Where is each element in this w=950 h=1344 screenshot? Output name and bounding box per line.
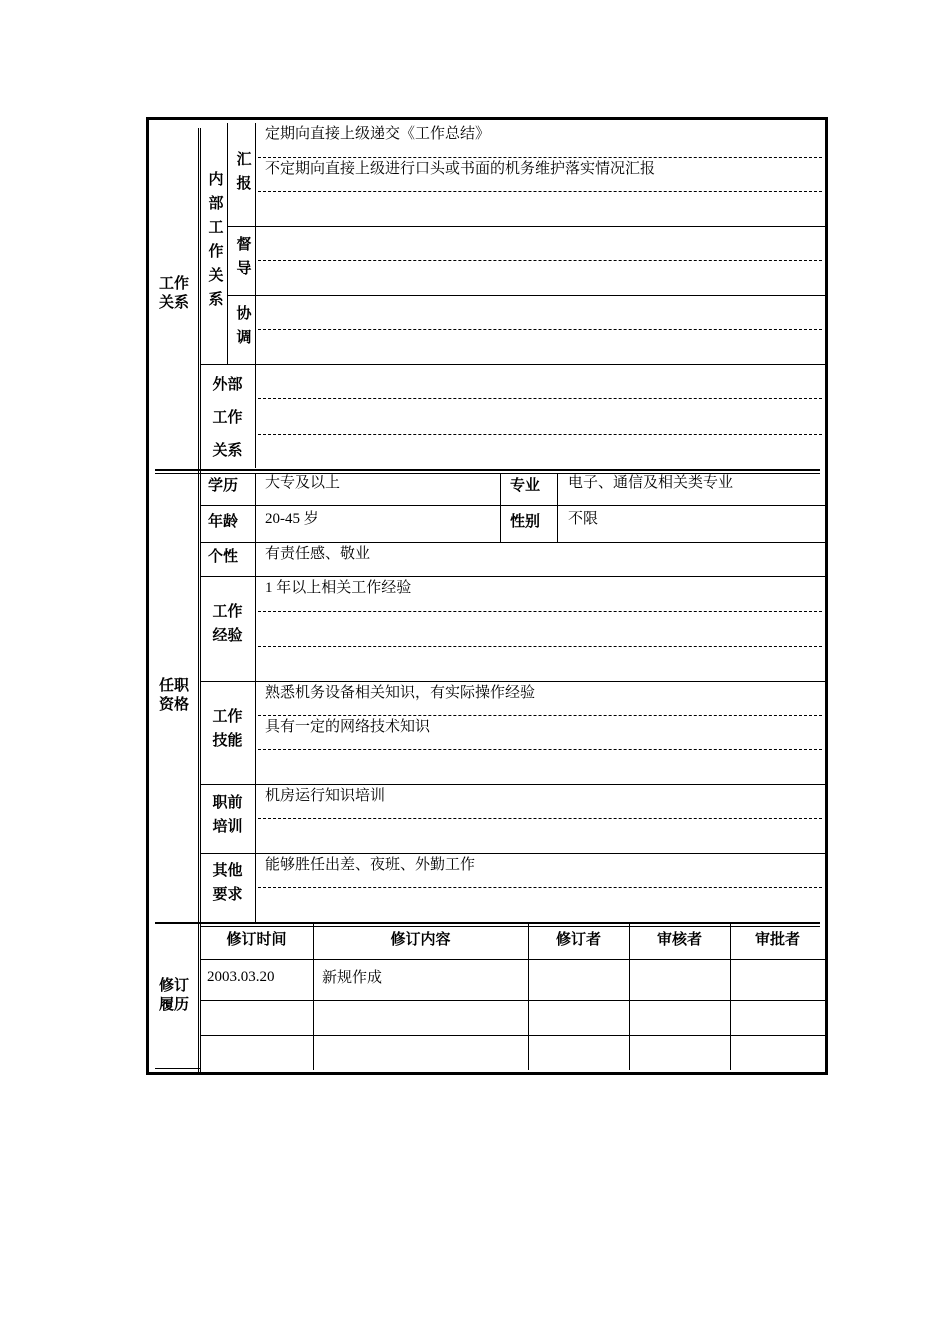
table-top-border xyxy=(146,117,828,120)
left-column-line xyxy=(198,128,199,1073)
experience-dash-2 xyxy=(258,646,822,647)
report-bottom xyxy=(228,226,825,227)
table-right-border xyxy=(825,117,828,1075)
internal-relations-label: 内部工作关系 xyxy=(208,171,224,308)
age-bottom xyxy=(200,542,825,543)
training-label: 职前 培训 xyxy=(212,794,243,835)
personality-bottom xyxy=(200,576,825,577)
training-dash-1 xyxy=(258,818,822,819)
rev-row-2-bottom xyxy=(200,1035,825,1036)
skills-line-1: 熟悉机务设备相关知识，有实际操作经验 xyxy=(265,685,536,701)
major-value: 电子、通信及相关类专业 xyxy=(568,475,734,491)
section-label-qualifications: 任职 资格 xyxy=(158,677,189,713)
section-label-work-relations: 工作 关系 xyxy=(158,275,189,311)
training-bottom xyxy=(200,853,825,854)
experience-bottom xyxy=(200,681,825,682)
experience-label: 工作 经验 xyxy=(212,603,243,644)
rev-header-time: 修订时间 xyxy=(226,931,287,948)
major-col-left xyxy=(500,474,501,542)
skills-label: 工作 技能 xyxy=(212,708,243,749)
education-bottom xyxy=(200,505,825,506)
rev-header-bottom xyxy=(200,959,825,960)
table-left-border xyxy=(146,117,149,1075)
section-divider-2b xyxy=(200,926,820,927)
skills-line-2: 具有一定的网络技术知识 xyxy=(265,719,431,735)
coordinate-dash xyxy=(258,329,822,330)
major-col-right xyxy=(557,474,558,542)
gender-label: 性别 xyxy=(510,513,541,530)
table-bottom-border xyxy=(146,1072,828,1075)
other-label: 其他 要求 xyxy=(212,862,243,903)
table-row-1-content: 新规作成 xyxy=(322,970,383,986)
other-dash-1 xyxy=(258,887,822,888)
gender-value: 不限 xyxy=(568,511,599,527)
external-relations-label: 外部 工作 关系 xyxy=(212,376,243,459)
skills-bottom xyxy=(200,784,825,785)
report-line-1: 定期向直接上级递交《工作总结》 xyxy=(265,126,491,142)
section-label-revision: 修订 履历 xyxy=(158,977,189,1013)
bottom-left-line xyxy=(155,1068,200,1069)
coordinate-bottom xyxy=(200,364,825,365)
age-label: 年龄 xyxy=(208,513,239,530)
supervise-dash xyxy=(258,260,822,261)
experience-line-1: 1 年以上相关工作经验 xyxy=(265,580,412,596)
section-divider-2 xyxy=(155,922,820,924)
supervise-label: 督导 xyxy=(236,236,252,277)
rev-header-reviser: 修订者 xyxy=(555,931,601,948)
personality-value: 有责任感、敬业 xyxy=(265,546,371,562)
supervise-bottom xyxy=(228,295,825,296)
other-line-1: 能够胜任出差、夜班、外勤工作 xyxy=(265,857,476,873)
rev-header-reviewer: 审核者 xyxy=(656,931,702,948)
report-dash-2 xyxy=(258,191,822,192)
coordinate-label: 协调 xyxy=(236,305,252,346)
training-line-1: 机房运行知识培训 xyxy=(265,788,386,804)
table-row-1-time: 2003.03.20 xyxy=(207,969,275,985)
report-dash-1 xyxy=(258,157,822,158)
report-label: 汇报 xyxy=(236,151,252,192)
skills-dash-2 xyxy=(258,749,822,750)
internal-col-line xyxy=(227,123,228,364)
experience-dash-1 xyxy=(258,611,822,612)
education-value: 大专及以上 xyxy=(265,475,341,491)
age-value: 20-45 岁 xyxy=(265,511,319,527)
external-dash-2 xyxy=(258,434,822,435)
rev-header-content: 修订内容 xyxy=(390,931,451,948)
skills-dash-1 xyxy=(258,715,822,716)
rev-header-approver: 审批者 xyxy=(754,931,800,948)
major-label: 专业 xyxy=(510,477,541,494)
education-label: 学历 xyxy=(208,477,239,494)
personality-label: 个性 xyxy=(208,548,239,565)
rev-row-1-bottom xyxy=(200,1000,825,1001)
section-divider-1 xyxy=(155,469,820,471)
report-line-2: 不定期向直接上级进行口头或书面的机务维护落实情况汇报 xyxy=(265,161,656,177)
external-dash-1 xyxy=(258,398,822,399)
